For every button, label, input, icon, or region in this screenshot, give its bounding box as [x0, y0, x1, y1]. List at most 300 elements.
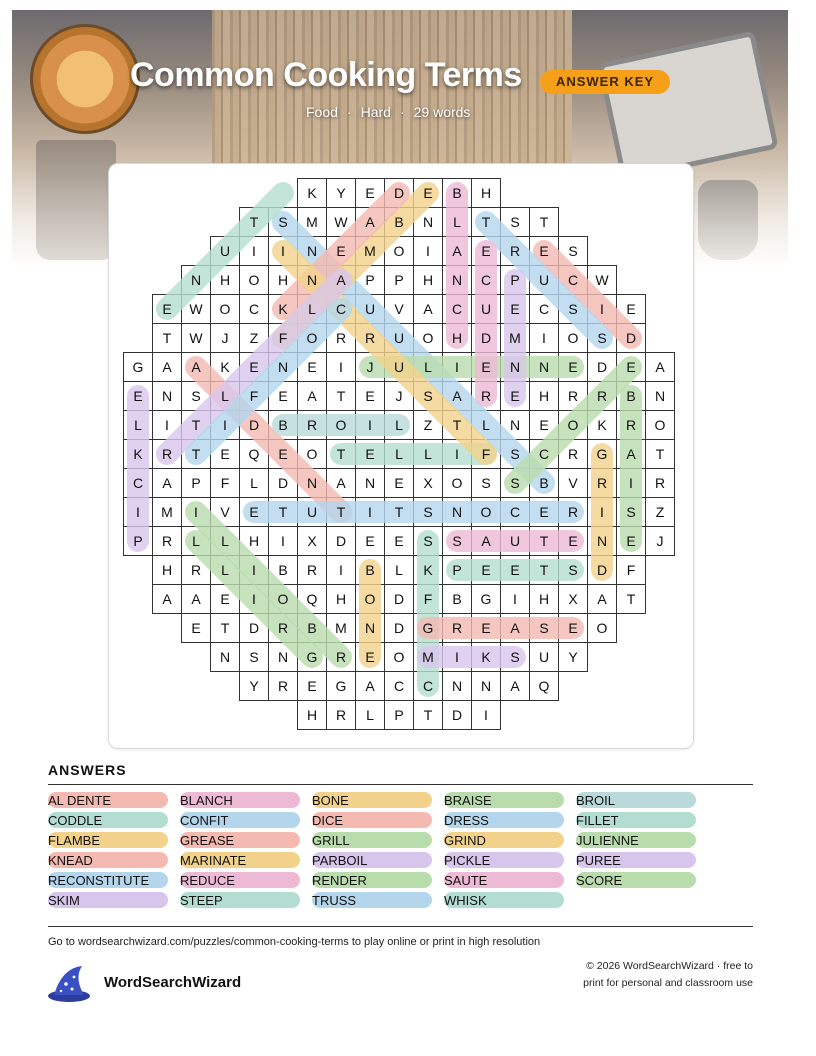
- grid-letter: H: [538, 388, 550, 404]
- grid-letter: K: [481, 649, 491, 665]
- grid-letter: C: [538, 446, 550, 462]
- grid-letter: K: [307, 185, 317, 201]
- difficulty-label: Hard: [360, 104, 391, 120]
- grid-letter: P: [394, 272, 404, 288]
- footer-link[interactable]: Go to wordsearchwizard.com/puzzles/common-cooking-terms to play online or print in high resolution: [48, 936, 541, 948]
- grid-letter: R: [190, 562, 202, 578]
- grid-letter: U: [538, 272, 550, 288]
- grid-letter: N: [509, 359, 521, 375]
- grid-letter: M: [335, 620, 347, 636]
- grid-letter: W: [189, 330, 203, 346]
- answer-key-badge: ANSWER KEY: [540, 70, 670, 94]
- grid-letter: E: [626, 533, 636, 549]
- grid-letter: F: [423, 591, 433, 607]
- grid-letter: N: [451, 272, 463, 288]
- grid-letter: N: [451, 678, 463, 694]
- answer-word: FLAMBE: [48, 832, 168, 848]
- grid-letter: E: [307, 678, 317, 694]
- grid-letter: M: [509, 330, 521, 346]
- grid-letter: I: [513, 591, 517, 607]
- grid-letter: F: [626, 562, 636, 578]
- grid-letter: S: [423, 533, 433, 549]
- grid-letter: E: [365, 185, 375, 201]
- grid-letter: S: [452, 533, 462, 549]
- grid-letter: B: [278, 417, 288, 433]
- grid-letter: S: [481, 475, 491, 491]
- footer-divider: [48, 926, 753, 927]
- grid-letter: C: [538, 301, 550, 317]
- grid-letter: S: [249, 649, 259, 665]
- grid-letter: T: [336, 446, 346, 462]
- grid-letter: I: [339, 359, 343, 375]
- grid-letter: B: [278, 562, 288, 578]
- grid-letter: A: [626, 446, 636, 462]
- grid-letter: L: [424, 359, 432, 375]
- grid-letter: O: [654, 417, 666, 433]
- grid-letter: G: [132, 359, 144, 375]
- grid-letter: T: [539, 533, 549, 549]
- grid-letter: F: [278, 330, 288, 346]
- grid-letter: N: [306, 272, 318, 288]
- grid-letter: R: [596, 388, 608, 404]
- grid-letter: L: [482, 417, 490, 433]
- grid-letter: A: [365, 214, 375, 230]
- grid-letter: S: [568, 301, 578, 317]
- grid-letter: E: [626, 359, 636, 375]
- grid-letter: E: [278, 388, 288, 404]
- grid-letter: R: [306, 417, 318, 433]
- grid-letter: L: [395, 562, 403, 578]
- answer-word: GRIND: [444, 832, 564, 848]
- grid-letter: S: [510, 446, 520, 462]
- grid-letter: E: [481, 620, 491, 636]
- grid-letter: A: [307, 388, 317, 404]
- grid-letter: E: [249, 504, 259, 520]
- answer-word: BRAISE: [444, 792, 564, 808]
- grid-letter: R: [480, 388, 492, 404]
- grid-letter: E: [133, 388, 143, 404]
- grid-letter: I: [136, 504, 140, 520]
- grid-letter: N: [364, 620, 376, 636]
- grid-letter: T: [655, 446, 665, 462]
- grid-letter: D: [277, 475, 289, 491]
- grid-letter: N: [219, 649, 231, 665]
- grid-letter: K: [597, 417, 607, 433]
- grid-letter: C: [567, 272, 579, 288]
- grid-letter: O: [306, 330, 318, 346]
- grid-letter: E: [162, 301, 172, 317]
- grid-letter: S: [278, 214, 288, 230]
- grid-letter: S: [539, 620, 549, 636]
- grid-letter: D: [248, 417, 260, 433]
- grid-letter: A: [481, 533, 491, 549]
- grid-letter: O: [480, 504, 492, 520]
- grid-letter: R: [335, 649, 347, 665]
- grid-letter: L: [366, 707, 374, 723]
- grid-letter: C: [393, 678, 405, 694]
- grid-letter: M: [161, 504, 173, 520]
- grid-letter: I: [339, 562, 343, 578]
- grid-letter: T: [191, 417, 201, 433]
- grid-letter: E: [365, 446, 375, 462]
- grid-letter: T: [191, 446, 201, 462]
- grid-letter: O: [335, 417, 347, 433]
- grid-letter: N: [654, 388, 666, 404]
- grid-letter: A: [336, 272, 346, 288]
- grid-letter: T: [162, 330, 172, 346]
- grid-letter: G: [480, 591, 492, 607]
- grid-letter: S: [510, 475, 520, 491]
- answer-word: BLANCH: [180, 792, 300, 808]
- grid-letter: E: [365, 388, 375, 404]
- grid-letter: A: [162, 359, 172, 375]
- separator-dot: ·: [346, 104, 352, 120]
- grid-letter: O: [567, 330, 579, 346]
- grid-letter: T: [481, 214, 491, 230]
- grid-letter: R: [567, 504, 579, 520]
- grid-letter: B: [365, 562, 375, 578]
- grid-letter: T: [336, 388, 346, 404]
- grid-letter: S: [510, 214, 520, 230]
- grid-letter: O: [451, 475, 463, 491]
- grid-letter: O: [567, 417, 579, 433]
- grid-letter: F: [249, 388, 259, 404]
- grid-letter: U: [480, 301, 492, 317]
- grid-letter: I: [165, 417, 169, 433]
- grid-letter: L: [134, 417, 142, 433]
- grid-letter: E: [365, 649, 375, 665]
- grid-letter: A: [452, 243, 462, 259]
- brand-name: WordSearchWizard: [104, 974, 242, 991]
- grid-letter: U: [393, 330, 405, 346]
- grid-letter: A: [162, 591, 172, 607]
- grid-letter: V: [220, 504, 230, 520]
- grid-letter: E: [510, 562, 520, 578]
- grid-letter: E: [481, 562, 491, 578]
- grid-letter: E: [510, 388, 520, 404]
- grid-letter: E: [539, 417, 549, 433]
- grid-letter: R: [364, 330, 376, 346]
- grid-letter: N: [538, 359, 550, 375]
- answer-word: BROIL: [576, 792, 696, 808]
- grid-letter: B: [539, 475, 549, 491]
- grid-letter: L: [395, 417, 403, 433]
- grid-letter: E: [191, 620, 201, 636]
- grid-letter: D: [480, 330, 492, 346]
- grid-letter: P: [365, 272, 375, 288]
- grid-letter: E: [336, 243, 346, 259]
- grid-letter: E: [220, 446, 230, 462]
- grid-letter: U: [364, 301, 376, 317]
- grid-letter: C: [422, 678, 434, 694]
- grid-letter: F: [481, 446, 491, 462]
- grid-letter: I: [600, 504, 604, 520]
- grid-letter: X: [568, 591, 578, 607]
- grid-letter: V: [394, 301, 404, 317]
- utensil-jar-illustration: [36, 140, 116, 260]
- grid-letter: T: [249, 214, 259, 230]
- grid-letter: G: [335, 678, 347, 694]
- grid-letter: O: [393, 243, 405, 259]
- grid-letter: K: [278, 301, 288, 317]
- grid-letter: E: [568, 533, 578, 549]
- grid-letter: D: [625, 330, 637, 346]
- grid-letter: K: [220, 359, 230, 375]
- grid-letter: E: [307, 359, 317, 375]
- grid-letter: O: [364, 591, 376, 607]
- grid-letter: M: [306, 214, 318, 230]
- grid-letter: N: [422, 214, 434, 230]
- grid-letter: N: [277, 649, 289, 665]
- grid-letter: E: [365, 533, 375, 549]
- grid-letter: N: [306, 243, 318, 259]
- grid-letter: E: [481, 243, 491, 259]
- grid-letter: O: [248, 272, 260, 288]
- grid-letter: I: [368, 504, 372, 520]
- grid-letter: E: [568, 359, 578, 375]
- grid-letter: D: [596, 359, 608, 375]
- grid-letter: E: [539, 504, 549, 520]
- grid-letter: A: [510, 678, 520, 694]
- word-search-grid: [109, 164, 693, 748]
- grid-letter: O: [393, 649, 405, 665]
- answer-word: CONFIT: [180, 812, 300, 828]
- grid-letter: T: [220, 620, 230, 636]
- grid-letter: E: [568, 620, 578, 636]
- grid-letter: N: [161, 388, 173, 404]
- grid-letter: E: [481, 359, 491, 375]
- answer-word: PUREE: [576, 852, 696, 868]
- grid-letter: B: [452, 185, 462, 201]
- grid-letter: L: [221, 388, 229, 404]
- grid-letter: I: [223, 417, 227, 433]
- answer-word: CODDLE: [48, 812, 168, 828]
- grid-letter: T: [539, 562, 549, 578]
- grid-letter: A: [336, 475, 346, 491]
- grid-letter: J: [366, 359, 374, 375]
- grid-letter: Q: [248, 446, 260, 462]
- grid-letter: P: [133, 533, 143, 549]
- grid-letter: A: [365, 678, 375, 694]
- grid-letter: R: [335, 707, 347, 723]
- grid-letter: O: [306, 446, 318, 462]
- grid-letter: P: [191, 475, 201, 491]
- grid-letter: N: [509, 417, 521, 433]
- grid-letter: G: [596, 446, 608, 462]
- answer-word: AL DENTE: [48, 792, 168, 808]
- grid-letter: B: [626, 388, 636, 404]
- grid-letter: S: [423, 388, 433, 404]
- grid-letter: E: [249, 359, 259, 375]
- puzzle-meta: [306, 104, 470, 120]
- grid-letter: D: [596, 562, 608, 578]
- grid-letter: P: [510, 272, 520, 288]
- answer-word: DRESS: [444, 812, 564, 828]
- answer-word: SCORE: [576, 872, 696, 888]
- grid-letter: N: [190, 272, 202, 288]
- grid-letter: R: [567, 388, 579, 404]
- grid-letter: Z: [249, 330, 259, 346]
- grid-letter: D: [393, 591, 405, 607]
- grid-letter: I: [194, 504, 198, 520]
- grid-letter: R: [161, 533, 173, 549]
- grid-letter: J: [395, 388, 403, 404]
- grid-letter: D: [393, 620, 405, 636]
- grid-letter: E: [220, 591, 230, 607]
- grid-letter: G: [422, 620, 434, 636]
- grid-letter: U: [509, 533, 521, 549]
- orange-slice-illustration: [30, 24, 140, 134]
- answer-word: GRILL: [312, 832, 432, 848]
- grid-letter: L: [221, 562, 229, 578]
- grid-letter: H: [538, 591, 550, 607]
- grid-letter: K: [423, 562, 433, 578]
- grid-letter: Y: [336, 185, 346, 201]
- answer-word: BONE: [312, 792, 432, 808]
- jug-illustration: [698, 180, 758, 260]
- grid-letter: C: [335, 301, 347, 317]
- answer-word: WHISK: [444, 892, 564, 908]
- grid-letter: T: [626, 591, 636, 607]
- grid-letter: P: [452, 562, 462, 578]
- answer-word: STEEP: [180, 892, 300, 908]
- grid-letter: T: [336, 504, 346, 520]
- puzzle-card: [108, 163, 694, 749]
- grid-letter: W: [334, 214, 348, 230]
- grid-letter: C: [132, 475, 144, 491]
- grid-letter: B: [452, 591, 462, 607]
- grid-letter: M: [422, 649, 434, 665]
- answer-word: GREASE: [180, 832, 300, 848]
- grid-letter: H: [219, 272, 231, 288]
- grid-letter: D: [335, 533, 347, 549]
- grid-letter: B: [307, 620, 317, 636]
- grid-letter: U: [219, 243, 231, 259]
- answer-word: PICKLE: [444, 852, 564, 868]
- grid-letter: O: [277, 591, 289, 607]
- grid-letter: S: [191, 388, 201, 404]
- grid-letter: U: [538, 649, 550, 665]
- grid-letter: A: [162, 475, 172, 491]
- grid-letter: A: [655, 359, 665, 375]
- grid-letter: B: [394, 214, 404, 230]
- answer-word: REDUCE: [180, 872, 300, 888]
- grid-letter: X: [307, 533, 317, 549]
- grid-letter: H: [422, 272, 434, 288]
- grid-letter: E: [539, 243, 549, 259]
- grid-letter: R: [625, 417, 637, 433]
- grid-letter: J: [656, 533, 664, 549]
- grid-letter: R: [654, 475, 666, 491]
- grid-letter: O: [596, 620, 608, 636]
- grid-letter: Y: [249, 678, 259, 694]
- grid-letter: A: [191, 591, 201, 607]
- answers-heading: ANSWERS: [48, 762, 127, 778]
- grid-letter: S: [510, 649, 520, 665]
- grid-letter: R: [567, 446, 579, 462]
- grid-letter: H: [248, 533, 260, 549]
- grid-letter: R: [451, 620, 463, 636]
- grid-letter: C: [509, 504, 521, 520]
- grid-letter: Y: [568, 649, 578, 665]
- grid-letter: Q: [538, 678, 550, 694]
- grid-letter: I: [281, 243, 285, 259]
- grid-letter: H: [161, 562, 173, 578]
- grid-letter: H: [480, 185, 492, 201]
- grid-letter: U: [306, 504, 318, 520]
- grid-letter: I: [252, 243, 256, 259]
- grid-letter: A: [597, 591, 607, 607]
- grid-letter: K: [133, 446, 143, 462]
- grid-letter: N: [451, 504, 463, 520]
- grid-letter: N: [364, 475, 376, 491]
- grid-letter: H: [335, 591, 347, 607]
- grid-letter: G: [306, 649, 318, 665]
- grid-letter: A: [452, 388, 462, 404]
- grid-letter: C: [248, 301, 260, 317]
- grid-letter: Q: [306, 591, 318, 607]
- grid-letter: O: [422, 330, 434, 346]
- grid-letter: V: [568, 475, 578, 491]
- grid-letter: I: [455, 649, 459, 665]
- answer-word: KNEAD: [48, 852, 168, 868]
- cutting-board-illustration: [212, 10, 572, 180]
- grid-letter: C: [480, 272, 492, 288]
- grid-letter: S: [626, 504, 636, 520]
- grid-letter: L: [424, 446, 432, 462]
- grid-letter: E: [394, 475, 404, 491]
- grid-letter: S: [568, 562, 578, 578]
- grid-letter: R: [306, 562, 318, 578]
- grid-letter: O: [219, 301, 231, 317]
- word-count-label: 29 words: [413, 104, 471, 120]
- grid-letter: D: [451, 707, 463, 723]
- grid-letter: U: [393, 359, 405, 375]
- grid-letter: T: [278, 504, 288, 520]
- grid-letter: H: [306, 707, 318, 723]
- answer-word: RENDER: [312, 872, 432, 888]
- grid-letter: W: [189, 301, 203, 317]
- grid-letter: R: [161, 446, 173, 462]
- grid-letter: I: [252, 562, 256, 578]
- grid-letter: L: [453, 214, 461, 230]
- grid-letter: S: [423, 504, 433, 520]
- grid-letter: L: [221, 533, 229, 549]
- grid-letter: N: [480, 678, 492, 694]
- category-label: Food: [306, 104, 338, 120]
- grid-letter: T: [452, 417, 462, 433]
- grid-letter: N: [306, 475, 318, 491]
- grid-letter: I: [542, 330, 546, 346]
- grid-letter: J: [221, 330, 229, 346]
- grid-letter: E: [278, 446, 288, 462]
- grid-letter: I: [281, 533, 285, 549]
- grid-letter: R: [277, 620, 289, 636]
- grid-letter: Z: [655, 504, 665, 520]
- grid-letter: N: [596, 533, 608, 549]
- separator-dot: ·: [399, 104, 405, 120]
- grid-letter: H: [277, 272, 289, 288]
- grid-letter: I: [252, 591, 256, 607]
- grid-letter: E: [423, 185, 433, 201]
- grid-letter: R: [596, 475, 608, 491]
- grid-letter: I: [629, 475, 633, 491]
- grid-letter: I: [455, 446, 459, 462]
- grid-letter: A: [423, 301, 433, 317]
- answer-word: FILLET: [576, 812, 696, 828]
- grid-letter: T: [539, 214, 549, 230]
- answer-word: JULIENNE: [576, 832, 696, 848]
